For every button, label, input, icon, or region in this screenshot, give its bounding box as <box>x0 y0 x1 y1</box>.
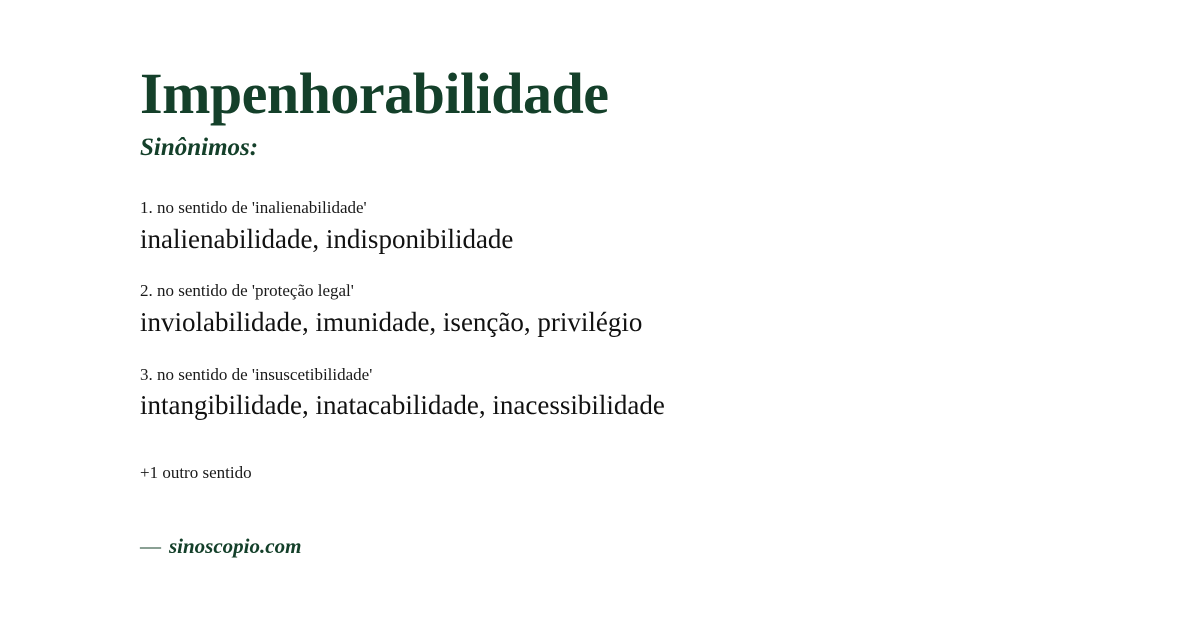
list-item <box>140 196 1080 257</box>
sense-words: inviolabilidade, imunidade, isenção, privilégio <box>140 306 643 337</box>
sense-words: intangibilidade, inatacabilidade, inacessibilidade <box>140 390 665 421</box>
sense-list <box>140 196 1080 446</box>
source-attribution <box>140 534 301 559</box>
em-dash: — <box>140 534 161 558</box>
list-item <box>140 363 1080 424</box>
more-senses-note: +1 outro sentido <box>140 463 252 482</box>
synonyms-heading: Sinônimos: <box>140 134 259 161</box>
sense-label: 3. no sentido de 'insuscetibilidade' <box>140 364 373 384</box>
page-title: Impenhorabilidade <box>140 61 609 126</box>
source-name: sinoscopio.com <box>169 534 302 558</box>
list-item <box>140 279 1080 340</box>
sense-label: 2. no sentido de 'proteção legal' <box>140 281 354 301</box>
sense-words: inalienabilidade, indisponibilidade <box>140 223 514 254</box>
sense-label: 1. no sentido de 'inalienabilidade' <box>140 198 367 217</box>
